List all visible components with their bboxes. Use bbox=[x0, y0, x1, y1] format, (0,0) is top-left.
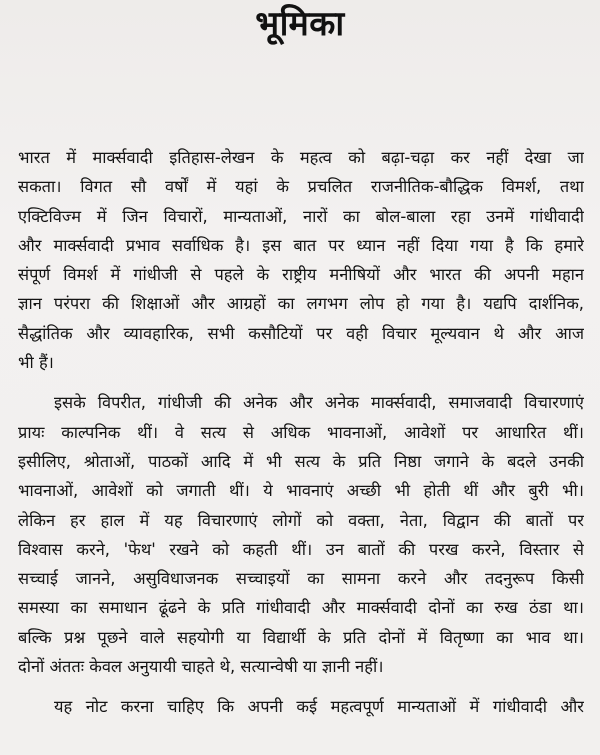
paragraph-gap bbox=[18, 377, 584, 388]
paragraph-line: यह नोट करना चाहिए कि अपनी कई महत्वपूर्ण मान्यताओं में गांधीवादी और bbox=[54, 697, 584, 717]
paragraph-line: प्रायः काल्पनिक थीं। वे सत्य से अधिक भावनाओं, आवेशों पर आधारित थीं। bbox=[18, 422, 584, 442]
paragraph-line: सच्चाई जानने, असुविधाजनक सच्चाइयों का सामना करने और तदनुरूप किसी bbox=[18, 569, 584, 589]
paragraph-2 bbox=[18, 388, 584, 681]
paragraph-3 bbox=[18, 692, 584, 721]
page-title: भूमिका bbox=[255, 4, 345, 44]
paragraph-line: लेकिन हर हाल में यह विचारणाएं लोगों को वक्ता, नेता, विद्वान की बातों पर bbox=[18, 510, 584, 530]
paragraph-line: विश्वास करने, 'फेथ' रखने को कहती थीं। उन बातों की परख करने, विस्तार से bbox=[18, 539, 584, 559]
body-text bbox=[18, 143, 584, 722]
paragraph-line: इसीलिए, श्रोताओं, पाठकों आदि में भी सत्य के प्रति निष्ठा जगाने के बदले उनकी bbox=[18, 451, 584, 471]
paragraph-line: समस्या का समाधान ढूंढने के प्रति गांधीवादी और मार्क्सवादी दोनों का रुख ठंडा था। bbox=[18, 598, 584, 618]
paragraph-line: भावनाओं, आवेशों को जगाती थीं। ये भावनाएं अच्छी भी होती थीं और बुरी भी। bbox=[18, 481, 584, 501]
paragraph-line: संपूर्ण विमर्श में गांधीजी से पहले के राष्ट्रीय मनीषियों और भारत की अपनी महान bbox=[18, 265, 584, 285]
paragraph-line: और मार्क्सवादी प्रभाव सर्वाधिक है। इस बात पर ध्यान नहीं दिया गया है कि हमारे bbox=[18, 235, 584, 255]
paragraph-1 bbox=[18, 143, 584, 377]
paragraph-line: दोनों अंततः केवल अनुयायी चाहते थे, सत्यान्वेषी या ज्ञानी नहीं। bbox=[18, 657, 384, 677]
paragraph-line: एक्टिविज्म में जिन विचारों, मान्यताओं, नारों का बोल-बाला रहा उनमें गांधीवादी bbox=[18, 206, 584, 226]
paragraph-line: बल्कि प्रश्न पूछने वाले सहयोगी या विद्यार्थी के प्रति दोनों में वितृष्णा का भाव था। bbox=[18, 627, 584, 647]
paragraph-line: ज्ञान परंपरा की शिक्षाओं और आग्रहों का लगभग लोप हो गया है। यद्यपि दार्शनिक, bbox=[18, 294, 584, 314]
paragraph-gap bbox=[18, 681, 584, 692]
paragraph-line: भी हैं। bbox=[18, 353, 54, 373]
paragraph-line: सकता। विगत सौ वर्षों में यहां के प्रचलित राजनीतिक-बौद्धिक विमर्श, तथा bbox=[18, 177, 584, 197]
paragraph-line: इसके विपरीत, गांधीजी की अनेक और अनेक मार्क्सवादी, समाजवादी विचारणाएं bbox=[54, 393, 584, 413]
paragraph-line: सैद्धांतिक और व्यावहारिक, सभी कसौटियों पर वही विचार मूल्यवान थे और आज bbox=[18, 323, 584, 343]
paragraph-line: भारत में मार्क्सवादी इतिहास-लेखन के महत्व को बढ़ा-चढ़ा कर नहीं देखा जा bbox=[18, 148, 584, 167]
